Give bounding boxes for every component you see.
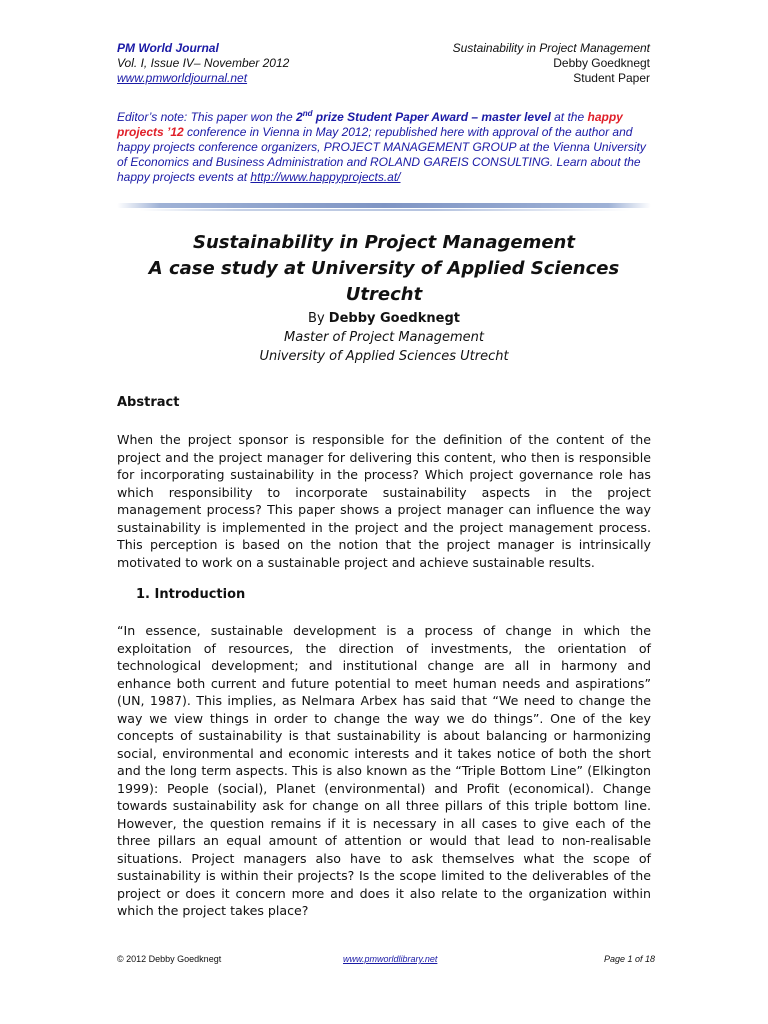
- running-header-right: [453, 41, 650, 86]
- header-paper-type: Student Paper: [573, 71, 650, 85]
- decorative-divider: [117, 203, 651, 208]
- byline: [117, 309, 651, 328]
- introduction-paragraph: “In essence, sustainable development is a process of change in which the exploitation of resources, the direction of investments, the orientation of technological development; and institutional change are all in harmony and enhance both current and future potential to meet human needs and aspirations” (UN, 1987). This implies, as Nelmara Arbex has said that “We need to change the way we view things in order to change the way we do things”. One of the key concepts of sustainability is that sustainability is about balancing or harmonizing social, environmental and economic interests and it takes notice of both the short and the long term aspects. This is also known as the “Triple Bottom Line” (Elkington 1999): People (social), Planet (environmental) and Profit (economical). Change towards sustainability ask for change on all three pillars of this triple bottom line. However, the question remains if it is necessary in all cases to give each of the three pillars an equal amount of attention or would that lead to non-realisable situations. Project managers also have to ask themselves what the scope of sustainability is within their projects? Is the scope limited to the deliverables of the project or does it concern more and does it also relate to the organization within which the project takes place?: [117, 623, 651, 918]
- editor-note-text: conference in Vienna in May 2012; republished here with approval of the author and happy projects conference organizers, PROJECT MANAGEMENT GROUP at the Vienna University of Economics and Business Administration and ROLAND GAREIS CONSULTING. Learn about the happy projects events at: [117, 125, 646, 184]
- editor-note-text: at the: [550, 110, 588, 124]
- prize-suffix: nd: [302, 109, 313, 118]
- footer-page-number: Page 1 of 18: [603, 954, 655, 964]
- editor-note-text: Editor’s note: This paper won the: [117, 110, 296, 124]
- abstract-heading: Abstract: [117, 395, 180, 410]
- header-paper-title: Sustainability in Project Management: [452, 41, 650, 55]
- title-line-1: Sustainability in Project Management: [193, 232, 575, 253]
- title-line-2: A case study at University of Applied Sciences Utrecht: [148, 258, 620, 305]
- prize-number: 2: [296, 110, 303, 124]
- author-name: Debby Goedknegt: [328, 311, 460, 326]
- editor-note: [117, 110, 655, 185]
- journal-website-link[interactable]: www.pmworldjournal.net: [117, 71, 248, 85]
- author-degree: Master of Project Management: [284, 330, 484, 345]
- running-header-left: [117, 41, 289, 86]
- author-block: [117, 309, 651, 366]
- happy-projects-label: happy projects ’12: [117, 110, 623, 139]
- prize-text: prize Student Paper Award – master level: [312, 110, 551, 124]
- by-label: By: [308, 311, 329, 326]
- author-university: University of Applied Sciences Utrecht: [259, 349, 509, 364]
- footer-copyright: © 2012 Debby Goedknegt: [117, 954, 222, 964]
- introduction-heading: 1. Introduction: [136, 587, 246, 602]
- footer-library-link[interactable]: www.pmworldlibrary.net: [343, 954, 438, 964]
- abstract-paragraph: When the project sponsor is responsible for the definition of the content of the project and the project manager for delivering this content, who then is responsible for incorporating sustainability in the process? Which project governance role has which responsibility to incorporate sustainability aspects in the project management process? This paper shows a project manager can influence the way sustainability is implemented in the project and the project management process. This perception is based on the notion that the project manager is intrinsically motivated to work on a sustainable project and achieve sustainable results.: [117, 432, 651, 570]
- issue-info: Vol. I, Issue IV– November 2012: [117, 56, 290, 70]
- header-author: Debby Goedknegt: [553, 56, 650, 70]
- happy-projects-link[interactable]: http://www.happyprojects.at/: [250, 170, 401, 184]
- paper-title: [117, 230, 651, 308]
- decorative-divider-shadow: [140, 209, 630, 211]
- journal-name: PM World Journal: [117, 41, 219, 55]
